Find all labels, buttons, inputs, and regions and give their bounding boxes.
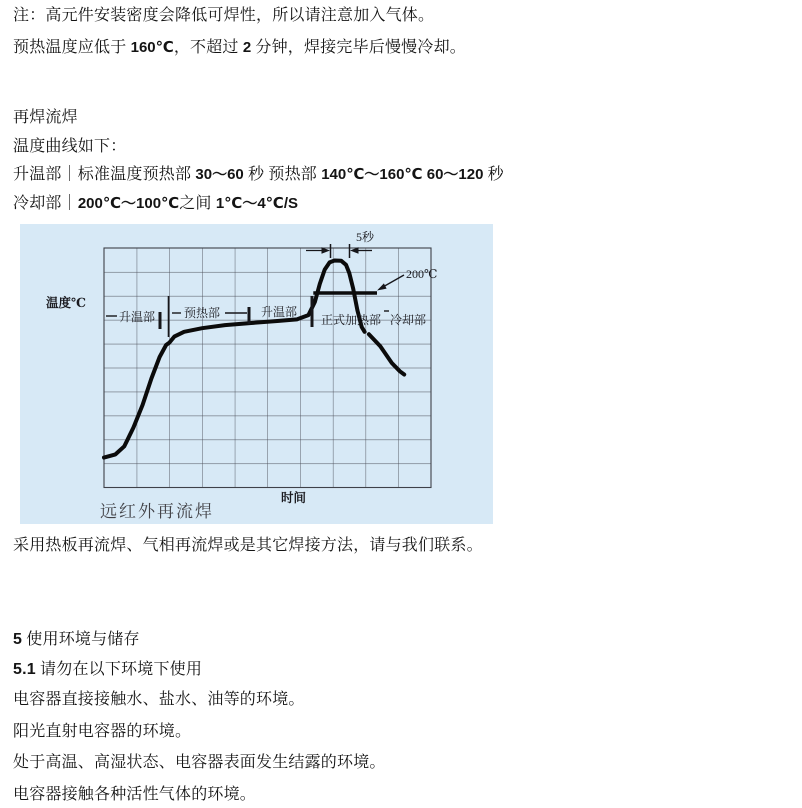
text-segment: 之间	[179, 195, 216, 212]
paragraph-spec-cool	[13, 194, 298, 214]
text-segment: 升温部｜标准温度预热部	[13, 166, 196, 183]
paragraph-reflow-title	[13, 108, 78, 128]
text-segment: 采用热板再流焊、气相再流焊或是其它焊接方法，请与我们联系。	[13, 537, 483, 554]
text-segment-number: 1℃～4℃/S	[215, 195, 298, 212]
text-segment: 分钟，焊接完毕后慢慢冷却。	[251, 39, 466, 56]
heading-section-5-1	[13, 660, 202, 680]
zone-label-rise1: 升温部	[119, 310, 156, 324]
x-axis-label: 时间	[281, 491, 307, 505]
paragraph-curve-intro	[13, 137, 126, 157]
heading-text: 请勿在以下环境下使用	[35, 661, 203, 678]
text-segment: 电容器接触各种活性气体的环境。	[13, 786, 257, 803]
paragraph-note	[13, 6, 434, 26]
paragraph-env3	[13, 753, 386, 773]
text-segment-number: 160℃	[130, 39, 174, 56]
reflow-temperature-chart	[20, 224, 493, 524]
text-segment: 处于高温、高湿状态、电容器表面发生结露的环境。	[13, 754, 386, 771]
zone-label-preheat: 预热部	[184, 306, 221, 320]
text-segment-number: 2	[242, 39, 252, 56]
text-segment: 秒 预热部	[243, 166, 322, 183]
paragraph-env1	[13, 690, 305, 710]
paragraph-preheat	[13, 38, 466, 58]
peak-temp-label: 200℃	[406, 267, 438, 281]
y-axis-label: 温度℃	[46, 296, 86, 310]
text-segment: 冷却部｜	[13, 195, 78, 212]
peak-width-label: 5秒	[356, 230, 375, 244]
reflow-chart-svg	[20, 224, 493, 524]
text-segment: 预热温度应低于	[13, 39, 131, 56]
heading-text: 使用环境与储存	[22, 631, 140, 648]
text-segment: 阳光直射电容器的环境。	[13, 723, 192, 740]
chart-caption: 远红外再流焊	[100, 502, 214, 521]
zone-label-rise2: 升温部	[261, 305, 298, 319]
paragraph-contact	[13, 536, 483, 556]
paragraph-env4	[13, 785, 256, 805]
text-segment-number: 200℃～100℃	[77, 195, 180, 212]
text-segment: 注：高元件安装密度会降低可焊性，所以请注意加入气体。	[13, 7, 435, 24]
text-segment: 电容器直接接触水、盐水、油等的环境。	[13, 691, 305, 708]
heading-number: 5	[13, 631, 23, 648]
text-segment: 温度曲线如下：	[13, 138, 127, 155]
heading-number: 5.1	[13, 661, 36, 678]
chart-grid	[104, 248, 431, 488]
paragraph-env2	[13, 722, 191, 742]
zone-label-cooling: 冷却部	[390, 313, 427, 327]
text-segment: 再焊流焊	[13, 109, 78, 126]
paragraph-spec-rise	[13, 165, 504, 185]
text-segment-number: 30～60	[195, 166, 244, 183]
zone-label-mainheat: 正式加热部	[321, 313, 382, 327]
text-segment-number: 140℃～160℃ 60～120	[321, 166, 484, 183]
heading-section-5	[13, 630, 140, 650]
text-segment: ，不超过	[173, 39, 243, 56]
text-segment: 秒	[483, 166, 504, 183]
